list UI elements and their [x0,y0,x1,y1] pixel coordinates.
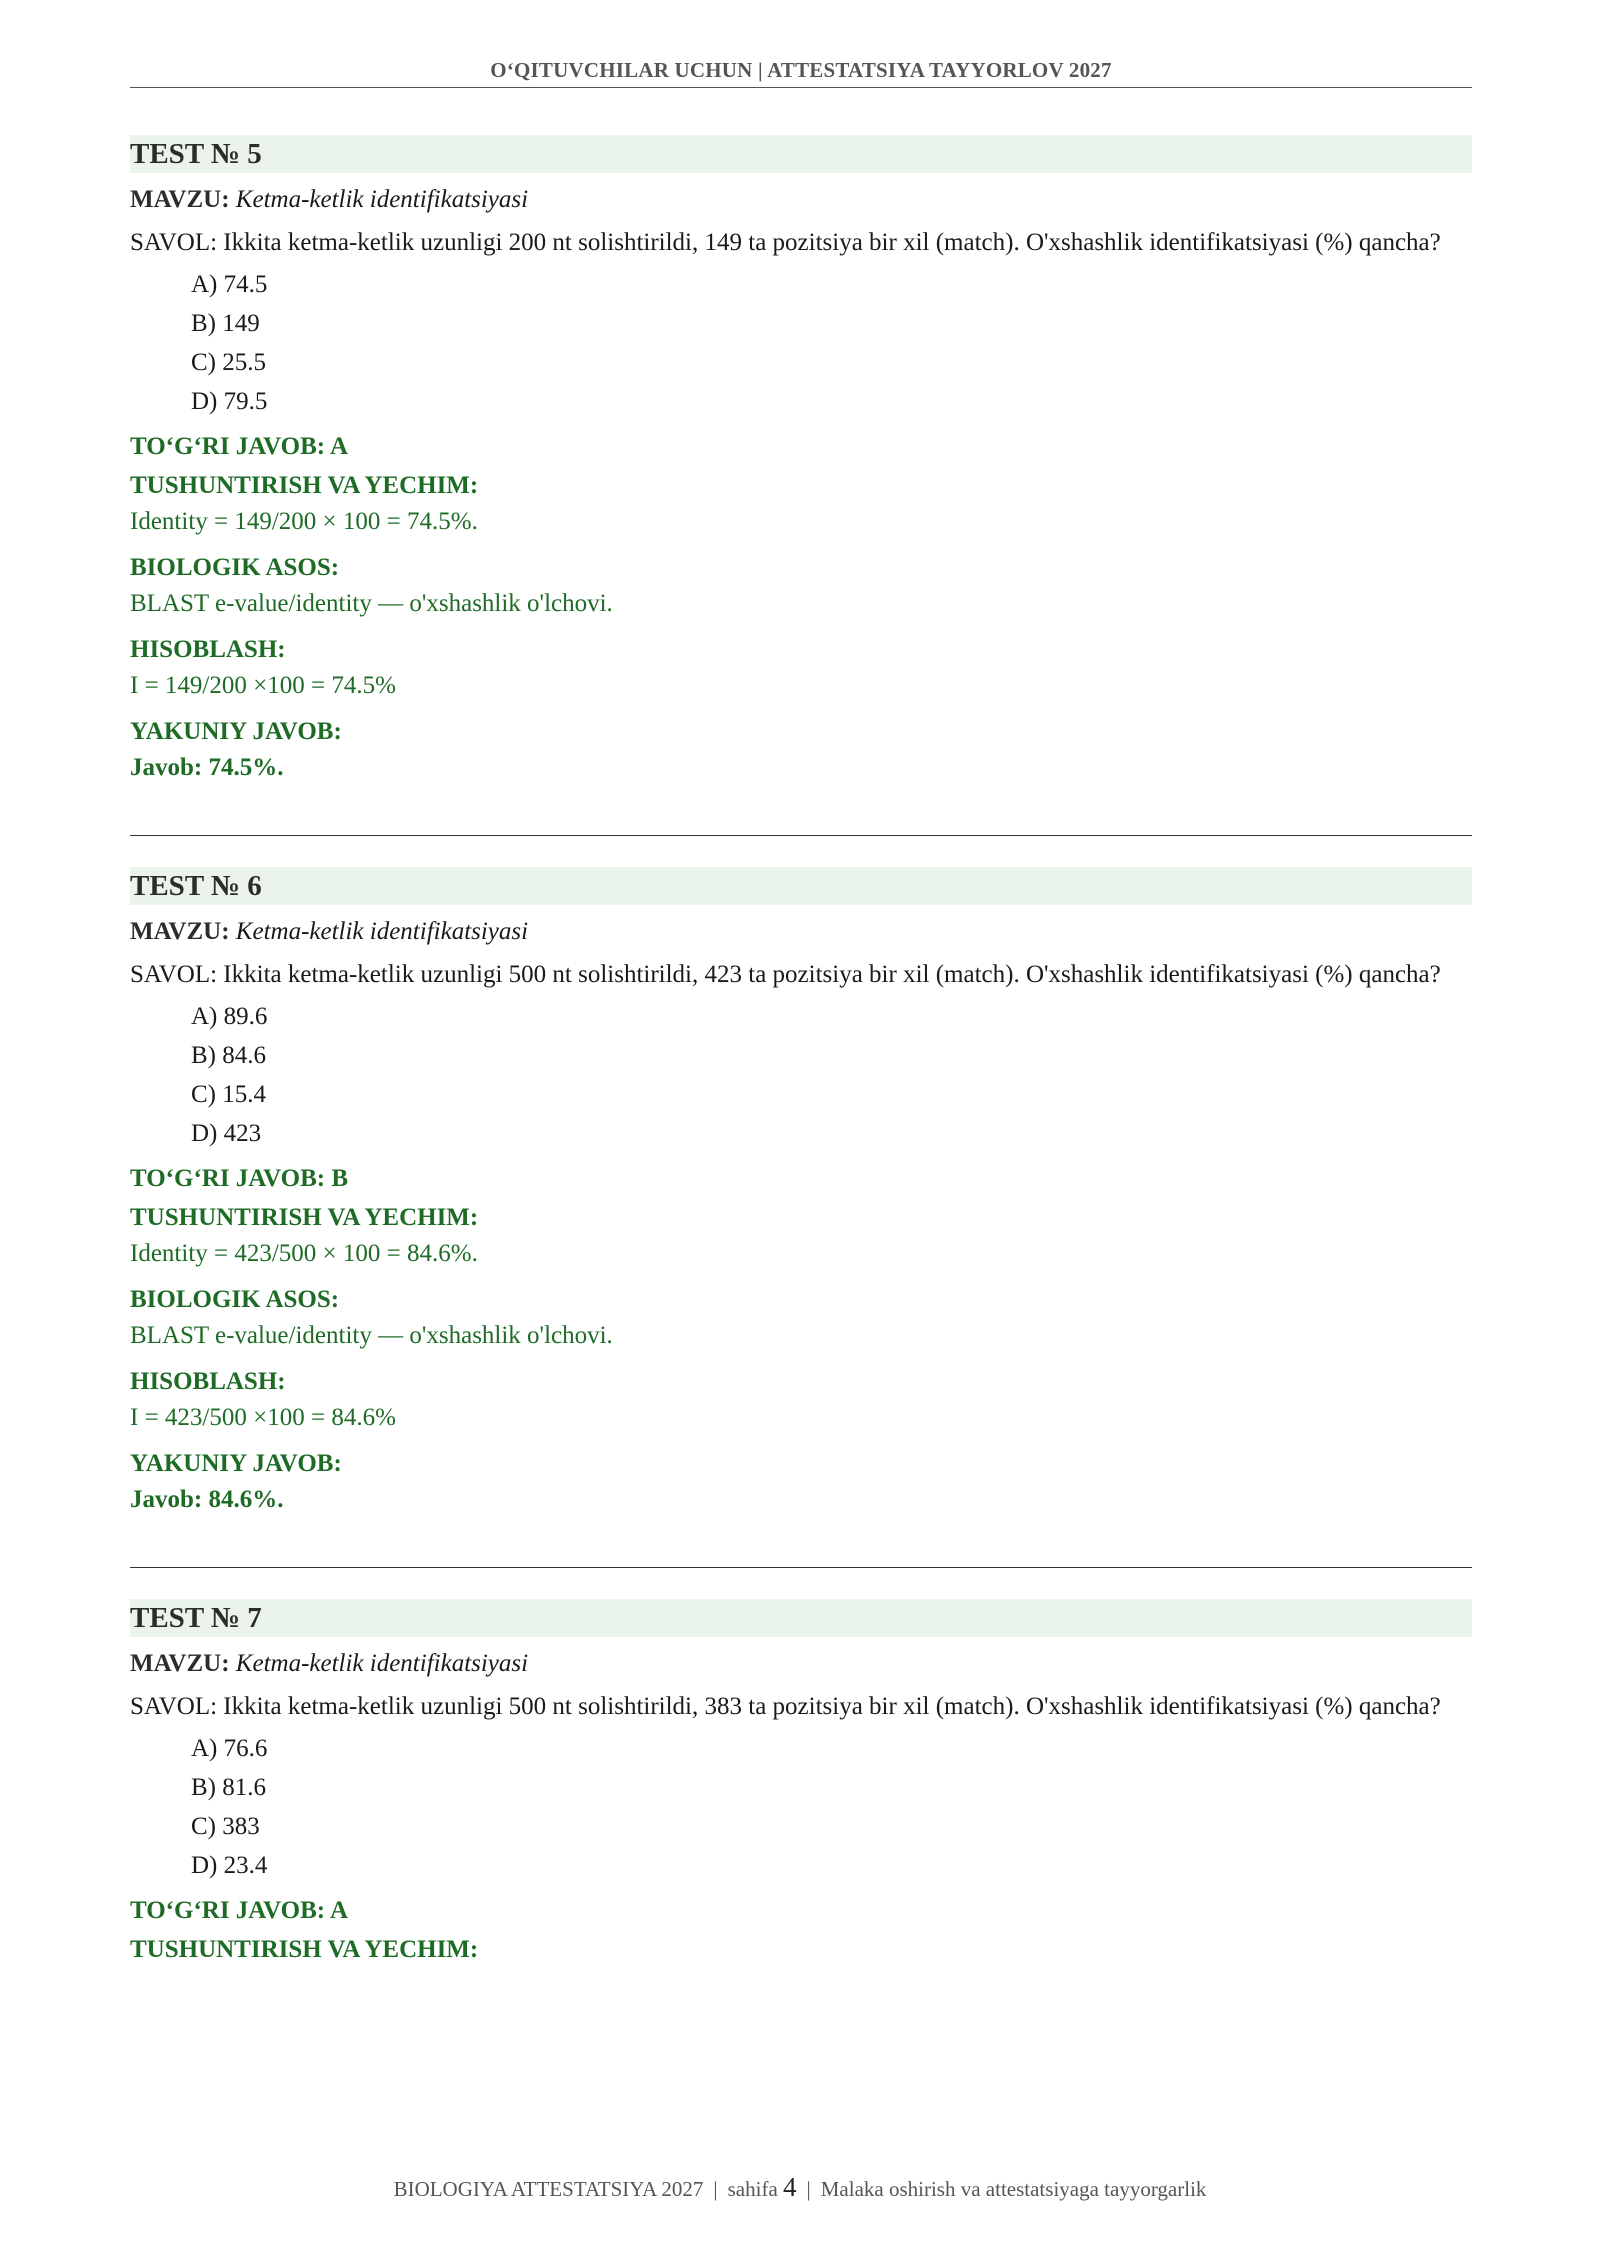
footer-left: BIOLOGIYA ATTESTATSIYA 2027 [393,2177,704,2201]
correct-answer-value: A [330,1897,349,1924]
correct-answer-label: TO‘G‘RI JAVOB: [130,1897,326,1924]
page-content [130,135,1472,1969]
topic-value: Ketma-ketlik identifikatsiyasi [235,918,529,945]
section-divider [130,1567,1472,1568]
topic-label: MAVZU: [130,186,230,213]
final-answer: Javob: 84.6%. [130,1486,284,1513]
calc-text: I = 423/500 ×100 = 84.6% [130,1404,396,1431]
footer-page-label: sahifa [727,2177,778,2201]
topic-value: Ketma-ketlik identifikatsiyasi [235,186,529,213]
calc-text: I = 149/200 ×100 = 74.5% [130,672,396,699]
final-heading: YAKUNIY JAVOB: [130,1450,342,1477]
basis-heading: BIOLOGIK ASOS: [130,554,340,581]
option-d: D) 23.4 [191,1852,268,1879]
page-number: 4 [783,2172,797,2202]
basis-heading: BIOLOGIK ASOS: [130,1286,340,1313]
explanation-heading: TUSHUNTIRISH VA YECHIM: [130,1936,479,1963]
final-answer: Javob: 74.5%. [130,754,284,781]
option-b: B) 81.6 [191,1774,266,1801]
explanation-text: Identity = 423/500 × 100 = 84.6%. [130,1240,478,1267]
option-d: D) 423 [191,1120,262,1147]
calc-heading: HISOBLASH: [130,636,286,663]
option-a: A) 89.6 [191,1003,268,1030]
topic-line [130,916,1472,948]
options-list [191,997,1472,1153]
correct-answer-label: TO‘G‘RI JAVOB: [130,1165,326,1192]
footer-divider: | [806,2177,811,2201]
test-block-7 [130,1599,1472,1969]
footer-divider: | [713,2177,718,2201]
calc-heading: HISOBLASH: [130,1368,286,1395]
basis-text: BLAST e-value/identity — o'xshashlik o'lchovi. [130,590,613,617]
options-list [191,265,1472,421]
topic-label: MAVZU: [130,1650,230,1677]
option-a: A) 74.5 [191,271,268,298]
option-d: D) 79.5 [191,388,268,415]
test-title: TEST № 5 [130,135,1472,173]
final-heading: YAKUNIY JAVOB: [130,718,342,745]
correct-answer [130,1159,1472,1198]
option-c: C) 383 [191,1813,260,1840]
question-text: SAVOL: Ikkita ketma-ketlik uzunligi 500 nt solishtirildi, 423 ta pozitsiya bir xil (match). O'xshashlik identifikatsiyasi (%) qancha? [130,961,1441,988]
section-divider [130,835,1472,836]
topic-value: Ketma-ketlik identifikatsiyasi [235,1650,529,1677]
basis-text: BLAST e-value/identity — o'xshashlik o'lchovi. [130,1322,613,1349]
topic-line [130,1648,1472,1680]
test-block-5 [130,135,1472,784]
topic-line [130,184,1472,216]
page-footer [0,2172,1600,2203]
option-a: A) 76.6 [191,1735,268,1762]
correct-answer [130,1891,1472,1930]
explanation-heading: TUSHUNTIRISH VA YECHIM: [130,1204,479,1231]
footer-right: Malaka oshirish va attestatsiyaga tayyorgarlik [820,2177,1207,2201]
page-header: O‘QITUVCHILAR UCHUN | ATTESTATSIYA TAYYORLOV 2027 [130,58,1472,88]
correct-answer-value: A [330,433,349,460]
correct-answer [130,427,1472,466]
test-title: TEST № 6 [130,867,1472,905]
explanation-text: Identity = 149/200 × 100 = 74.5%. [130,508,478,535]
question-text: SAVOL: Ikkita ketma-ketlik uzunligi 500 nt solishtirildi, 383 ta pozitsiya bir xil (match). O'xshashlik identifikatsiyasi (%) qancha? [130,1693,1441,1720]
correct-answer-value: B [331,1165,349,1192]
option-c: C) 15.4 [191,1081,266,1108]
option-c: C) 25.5 [191,349,266,376]
question-text: SAVOL: Ikkita ketma-ketlik uzunligi 200 nt solishtirildi, 149 ta pozitsiya bir xil (match). O'xshashlik identifikatsiyasi (%) qancha? [130,229,1441,256]
topic-label: MAVZU: [130,918,230,945]
explanation-heading: TUSHUNTIRISH VA YECHIM: [130,472,479,499]
option-b: B) 84.6 [191,1042,266,1069]
test-block-6 [130,867,1472,1516]
test-title: TEST № 7 [130,1599,1472,1637]
correct-answer-label: TO‘G‘RI JAVOB: [130,433,326,460]
option-b: B) 149 [191,310,260,337]
options-list [191,1729,1472,1885]
